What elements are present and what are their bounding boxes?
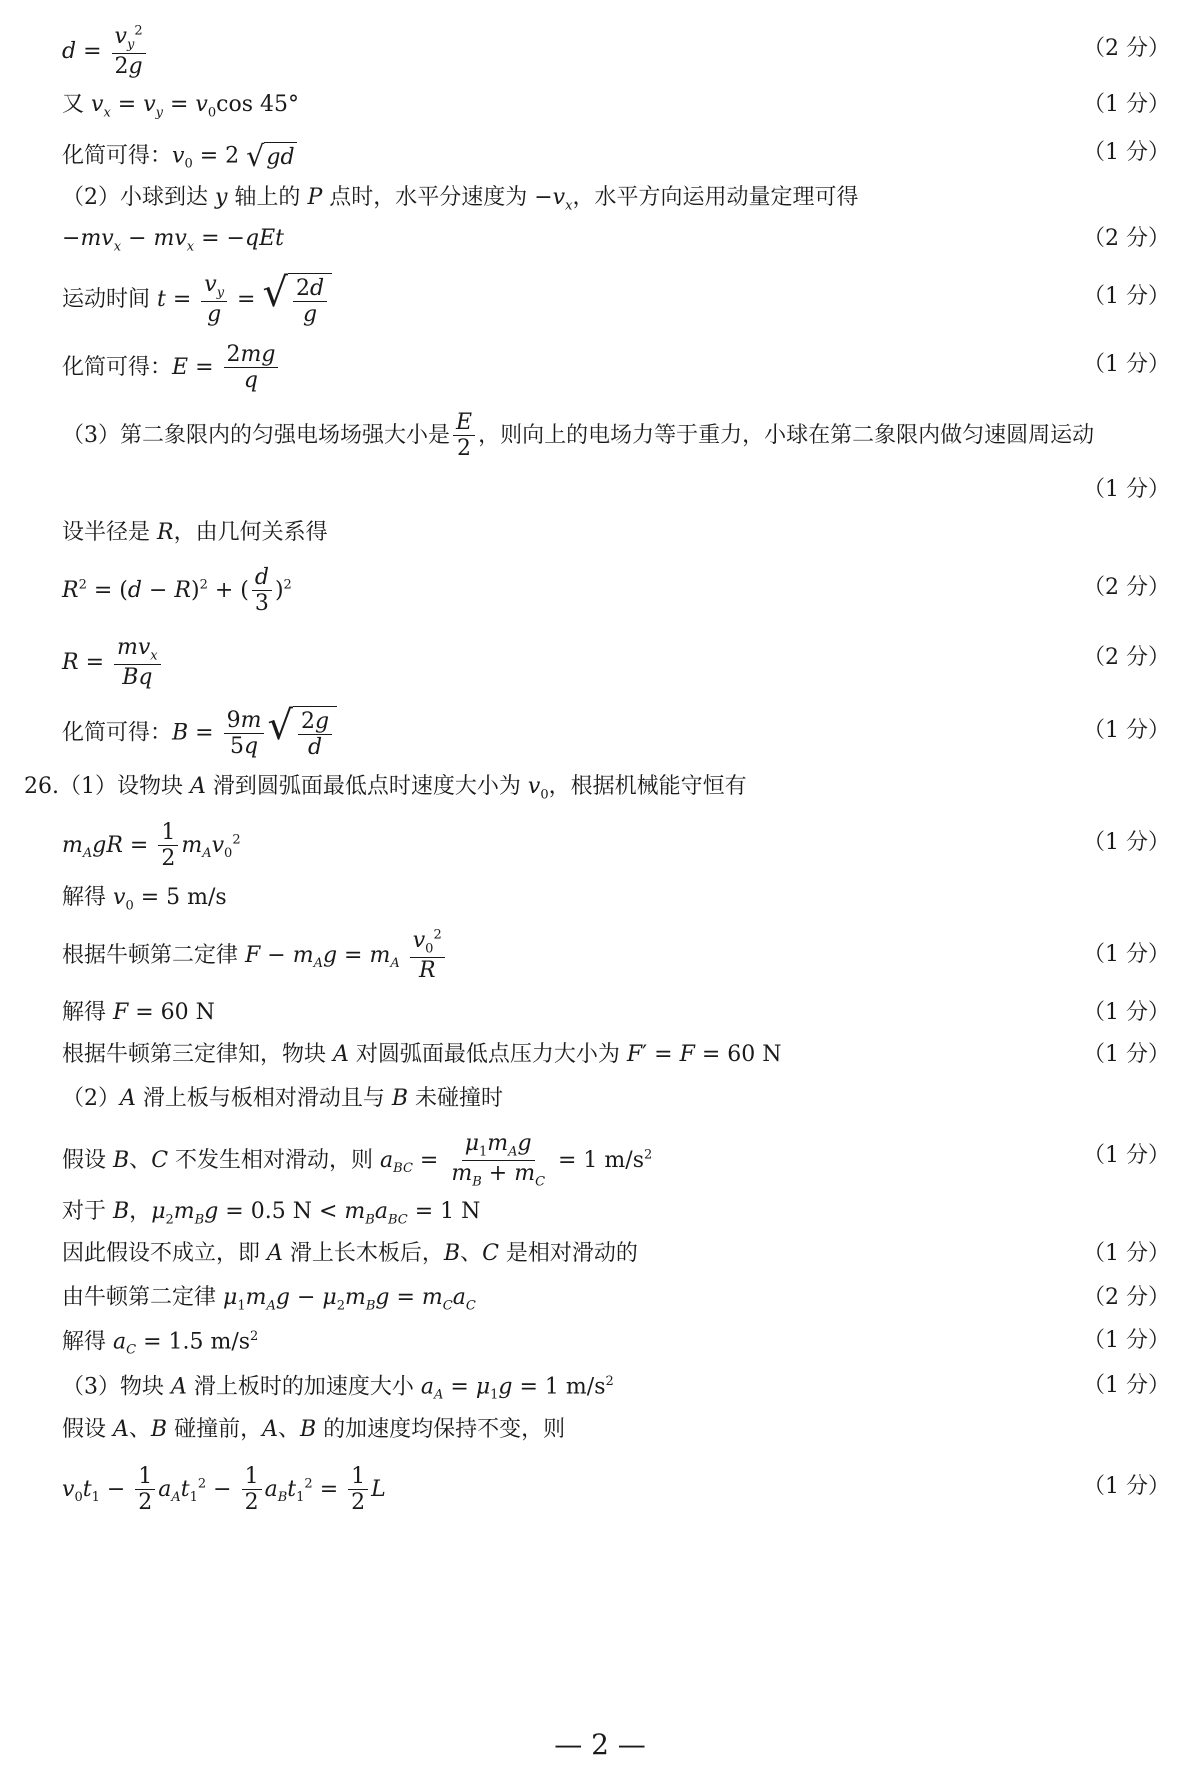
score-label: （2 分）	[1083, 36, 1170, 61]
score-label: （2 分）	[1083, 226, 1170, 251]
text-line: （2）小球到达 y 轴上的 P 点时，水平分速度为 $-v_x$，水平方向运用动量定理可得	[62, 185, 859, 214]
equation: 化简可得：B = $\frac{9m}{5q}$ √ $\frac{2g}{d}$	[62, 706, 337, 761]
score-label: （1 分）	[1083, 352, 1170, 377]
equation: 解得 $a_C = 1.5$ $m/s^2$	[62, 1329, 259, 1358]
text-line: （3）第二象限内的匀强电场场强大小是 $\frac{E}{2}$ ，则向上的电场力等于重力，小球在第二象限内做匀速圆周运动	[62, 410, 1095, 462]
equation: 化简可得：$v_0 = 2$ √ gd	[62, 139, 295, 173]
equation: （3）物块 A 滑上板时的加速度大小 $a_A = \mu_1g = 1$ $m/s^2$	[62, 1374, 614, 1403]
score-label: （2 分）	[1083, 1285, 1170, 1310]
equation: 由牛顿第二定律 $\mu_1m_Ag - \mu_2m_Bg = m_Ca_C$	[62, 1285, 476, 1314]
score-label: （1 分）	[1083, 1474, 1170, 1499]
score-label: （1 分）	[1083, 284, 1170, 309]
score-label: （1 分）	[1083, 1241, 1170, 1266]
text-line: 设半径是 R，由几何关系得	[62, 520, 328, 545]
equation: 化简可得：E = $\frac{2mg}{q}$	[62, 342, 281, 394]
equation: $-mv_x - mv_x = -qEt$	[62, 226, 284, 255]
score-label: （1 分）	[1083, 942, 1170, 967]
score-label: （1 分）	[1083, 830, 1170, 855]
text-line: 假设 A、B 碰撞前，A、B 的加速度均保持不变，则	[62, 1417, 566, 1442]
page-number: — 2 —	[554, 1728, 646, 1761]
score-label: （1 分）	[1083, 1000, 1170, 1025]
equation: 解得 F = 60 N	[62, 1000, 215, 1025]
score-label: （1 分）	[1083, 477, 1170, 502]
equation: d = $\frac{v_y^2}{2g}$	[62, 24, 149, 80]
score-label: （1 分）	[1083, 1042, 1170, 1067]
text-line: 根据牛顿第三定律知，物块 A 对圆弧面最低点压力大小为 F′ = F = 60 N	[62, 1042, 782, 1067]
score-label: （1 分）	[1083, 1328, 1170, 1353]
equation: $R^2 = (d - R)^2$ + ( $\frac{d}{3}$ )$^2$	[62, 565, 292, 617]
score-label: （1 分）	[1083, 1143, 1170, 1168]
equation: 解得 $v_0 = 5$ m/s	[62, 885, 227, 914]
equation: $m_AgR$ = $\frac{1}{2}$ $m_Av_0^2$	[62, 820, 241, 872]
score-label: （1 分）	[1083, 1373, 1170, 1398]
score-label: （2 分）	[1083, 575, 1170, 600]
score-label: （1 分）	[1083, 718, 1170, 743]
equation: $v_0t_1$ − $\frac{1}{2}$ $a_At_1^2$ − $\frac{1}{2}$ $a_Bt_1^2$ = $\frac{1}{2}$ L	[62, 1464, 386, 1516]
text-line: （2）A 滑上板与板相对滑动且与 B 未碰撞时	[62, 1086, 504, 1111]
score-label: （1 分）	[1083, 140, 1170, 165]
question-header: 26.（1）设物块 A 滑到圆弧面最低点时速度大小为 $v_0$，根据机械能守恒有	[24, 774, 747, 803]
score-label: （1 分）	[1083, 92, 1170, 117]
equation: 运动时间 t = $\frac{v_y}{g}$ = √ $\frac{2d}{g}$	[62, 272, 332, 328]
equation: R = $\frac{mv_x}{Bq}$	[62, 635, 164, 691]
equation: 对于 B，$\mu_2m_Bg = 0.5$ $N < m_Ba_{BC} = 1$ N	[62, 1199, 481, 1228]
equation: 根据牛顿第二定律 $F - m_Ag = m_A$ $\frac{v_0^2}{R}$	[62, 928, 448, 984]
equation: 假设 B、C 不发生相对滑动，则 $a_{BC}$ = $\frac{\mu_1m_Ag}{m_B + m_C}$ = 1 $m/s^2$	[62, 1131, 653, 1190]
equation: 又 $v_x = v_y = v_0\cos$ 45°	[62, 92, 299, 121]
score-label: （2 分）	[1083, 645, 1170, 670]
text-line: 因此假设不成立，即 A 滑上长木板后，B、C 是相对滑动的	[62, 1241, 638, 1266]
